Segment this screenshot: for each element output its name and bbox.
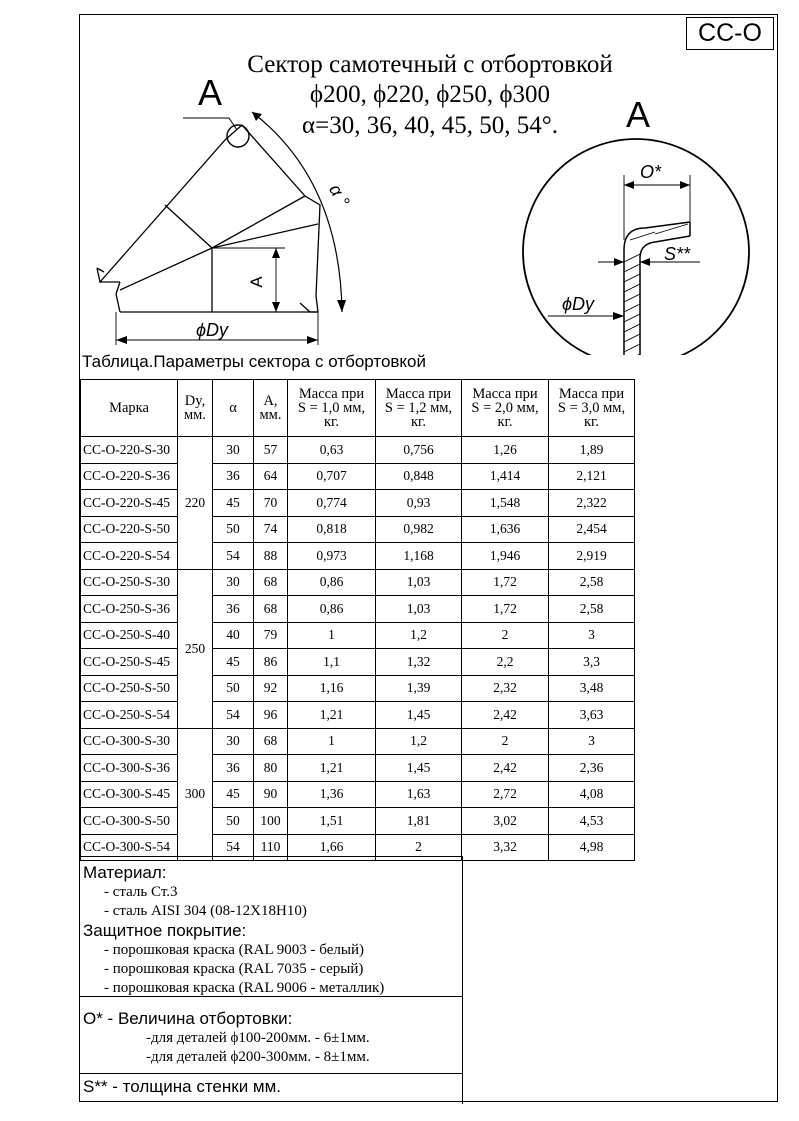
cell-marka: СС-О-220-S-30 xyxy=(81,437,178,464)
cell-mass-4: 2,454 xyxy=(549,516,635,543)
cell-mass-2: 1,2 xyxy=(376,622,462,649)
header-mass-2: Масса при S = 1,2 мм, кг. xyxy=(376,380,462,437)
cell-marka: СС-О-250-S-54 xyxy=(81,702,178,729)
cell-mass-4: 2,58 xyxy=(549,596,635,623)
cell-mass-1: 0,774 xyxy=(288,490,376,517)
header-mass-3: Масса при S = 2,0 мм, кг. xyxy=(462,380,549,437)
cell-mass-4: 1,89 xyxy=(549,437,635,464)
cell-alpha: 30 xyxy=(213,728,254,755)
table-row xyxy=(81,702,635,729)
cell-mass-3: 2 xyxy=(462,728,549,755)
cell-marka: СС-О-250-S-30 xyxy=(81,569,178,596)
material-item: - сталь AISI 304 (08-12Х18Н10) xyxy=(104,903,307,919)
cell-a: 92 xyxy=(254,675,288,702)
cell-mass-3: 1,414 xyxy=(462,463,549,490)
cell-dy: 250 xyxy=(178,569,213,728)
coating-item: - порошковая краска (RAL 9003 - белый) xyxy=(104,942,364,958)
cell-alpha: 45 xyxy=(213,490,254,517)
cell-mass-3: 1,72 xyxy=(462,569,549,596)
cell-mass-3: 2,42 xyxy=(462,702,549,729)
cell-mass-3: 3,02 xyxy=(462,808,549,835)
cell-a: 74 xyxy=(254,516,288,543)
header-marka: Марка xyxy=(81,380,178,437)
cell-alpha: 45 xyxy=(213,649,254,676)
table-body xyxy=(81,437,635,861)
cell-marka: СС-О-250-S-50 xyxy=(81,675,178,702)
cell-mass-2: 1,03 xyxy=(376,596,462,623)
material-coating-block xyxy=(80,856,463,997)
cell-mass-4: 3,63 xyxy=(549,702,635,729)
cell-marka: СС-О-250-S-45 xyxy=(81,649,178,676)
cell-a: 70 xyxy=(254,490,288,517)
cell-mass-2: 1,63 xyxy=(376,781,462,808)
cell-mass-3: 2,42 xyxy=(462,755,549,782)
cell-mass-2: 1,2 xyxy=(376,728,462,755)
cell-mass-1: 0,63 xyxy=(288,437,376,464)
cell-marka: СС-О-300-S-50 xyxy=(81,808,178,835)
cell-alpha: 40 xyxy=(213,622,254,649)
cell-mass-4: 4,53 xyxy=(549,808,635,835)
material-title: Материал: xyxy=(83,863,167,882)
detail-view xyxy=(523,139,749,355)
cell-mass-2: 0,982 xyxy=(376,516,462,543)
parameters-table xyxy=(80,379,635,861)
cell-mass-3: 1,946 xyxy=(462,543,549,570)
cell-alpha: 54 xyxy=(213,834,254,861)
cell-mass-4: 2,919 xyxy=(549,543,635,570)
cell-mass-1: 1,36 xyxy=(288,781,376,808)
cell-mass-4: 4,98 xyxy=(549,834,635,861)
cell-a: 90 xyxy=(254,781,288,808)
cell-mass-2: 0,93 xyxy=(376,490,462,517)
cell-mass-1: 0,707 xyxy=(288,463,376,490)
table-header-row xyxy=(81,380,635,437)
cell-mass-4: 2,322 xyxy=(549,490,635,517)
cell-marka: СС-О-220-S-50 xyxy=(81,516,178,543)
cell-mass-1: 0,86 xyxy=(288,569,376,596)
detail-s-label: S** xyxy=(664,244,691,264)
cell-a: 64 xyxy=(254,463,288,490)
view-label-left: А xyxy=(198,72,223,113)
cell-mass-1: 1,21 xyxy=(288,702,376,729)
view-label-right: А xyxy=(626,94,651,135)
title-line-1: Сектор самотечный с отбортовкой xyxy=(247,51,613,78)
cell-alpha: 54 xyxy=(213,543,254,570)
dim-dy-label: ϕDy xyxy=(196,320,229,340)
cell-mass-3: 1,72 xyxy=(462,596,549,623)
sector-outline xyxy=(97,125,320,312)
header-mass-1: Масса при S = 1,0 мм, кг. xyxy=(288,380,376,437)
cell-marka: СС-О-300-S-45 xyxy=(81,781,178,808)
cell-mass-3: 1,26 xyxy=(462,437,549,464)
cell-alpha: 50 xyxy=(213,675,254,702)
table-row xyxy=(81,649,635,676)
table-row xyxy=(81,516,635,543)
detail-leader xyxy=(183,118,237,130)
cell-mass-3: 1,548 xyxy=(462,490,549,517)
table-row xyxy=(81,755,635,782)
cell-mass-3: 2 xyxy=(462,622,549,649)
cell-mass-2: 1,39 xyxy=(376,675,462,702)
cell-mass-1: 1 xyxy=(288,622,376,649)
cell-mass-2: 1,81 xyxy=(376,808,462,835)
cell-mass-3: 2,32 xyxy=(462,675,549,702)
cell-mass-2: 0,848 xyxy=(376,463,462,490)
cell-mass-4: 3 xyxy=(549,728,635,755)
cell-alpha: 30 xyxy=(213,437,254,464)
table-row xyxy=(81,728,635,755)
cell-marka: СС-О-220-S-36 xyxy=(81,463,178,490)
cell-a: 57 xyxy=(254,437,288,464)
table-row xyxy=(81,543,635,570)
detail-o-label: O* xyxy=(640,162,662,182)
cell-mass-2: 0,756 xyxy=(376,437,462,464)
cell-mass-4: 2,58 xyxy=(549,569,635,596)
cell-mass-4: 4,08 xyxy=(549,781,635,808)
cell-a: 68 xyxy=(254,596,288,623)
cell-mass-2: 1,45 xyxy=(376,702,462,729)
cell-mass-4: 3 xyxy=(549,622,635,649)
material-item: - сталь Ст.3 xyxy=(104,884,178,900)
document-code: СС-О xyxy=(686,17,774,50)
cell-mass-2: 1,168 xyxy=(376,543,462,570)
header-mass-4: Масса при S = 3,0 мм, кг. xyxy=(549,380,635,437)
flange-item: -для деталей ϕ100-200мм. - 6±1мм. xyxy=(146,1030,370,1046)
cell-dy: 220 xyxy=(178,437,213,570)
dim-a-label: А xyxy=(247,276,266,288)
cell-mass-4: 3,48 xyxy=(549,675,635,702)
cell-alpha: 50 xyxy=(213,516,254,543)
table-row xyxy=(81,437,635,464)
cell-mass-3: 1,636 xyxy=(462,516,549,543)
coating-item: - порошковая краска (RAL 9006 - металлик) xyxy=(104,980,385,996)
cell-a: 96 xyxy=(254,702,288,729)
cell-marka: СС-О-250-S-36 xyxy=(81,596,178,623)
cell-a: 68 xyxy=(254,569,288,596)
cell-alpha: 54 xyxy=(213,702,254,729)
cell-alpha: 36 xyxy=(213,755,254,782)
title-line-3: α=30, 36, 40, 45, 50, 54°. xyxy=(302,112,558,139)
title-line-2: ϕ200, ϕ220, ϕ250, ϕ300 xyxy=(309,81,551,108)
cell-marka: СС-О-220-S-45 xyxy=(81,490,178,517)
cell-mass-1: 1,21 xyxy=(288,755,376,782)
flange-item: -для деталей ϕ200-300мм. - 8±1мм. xyxy=(146,1049,370,1065)
table-row xyxy=(81,596,635,623)
cell-marka: СС-О-300-S-36 xyxy=(81,755,178,782)
cell-a: 88 xyxy=(254,543,288,570)
cell-a: 68 xyxy=(254,728,288,755)
cell-mass-1: 0,86 xyxy=(288,596,376,623)
cell-alpha: 30 xyxy=(213,569,254,596)
cell-mass-1: 1,1 xyxy=(288,649,376,676)
header-alpha: α xyxy=(213,380,254,437)
cell-mass-1: 1 xyxy=(288,728,376,755)
cell-mass-1: 0,818 xyxy=(288,516,376,543)
table-row xyxy=(81,808,635,835)
cell-a: 110 xyxy=(254,834,288,861)
angle-label: α ° xyxy=(325,180,354,211)
cell-alpha: 45 xyxy=(213,781,254,808)
table-row xyxy=(81,463,635,490)
coating-item: - порошковая краска (RAL 7035 - серый) xyxy=(104,961,364,977)
cell-mass-2: 1,03 xyxy=(376,569,462,596)
cell-mass-1: 1,16 xyxy=(288,675,376,702)
cell-alpha: 36 xyxy=(213,596,254,623)
cell-alpha: 36 xyxy=(213,463,254,490)
cell-mass-1: 0,973 xyxy=(288,543,376,570)
table-row xyxy=(81,490,635,517)
table-row xyxy=(81,569,635,596)
cell-mass-4: 3,3 xyxy=(549,649,635,676)
cell-mass-4: 2,121 xyxy=(549,463,635,490)
cell-dy: 300 xyxy=(178,728,213,861)
cell-mass-1: 1,66 xyxy=(288,834,376,861)
table-row xyxy=(81,675,635,702)
cell-mass-4: 2,36 xyxy=(549,755,635,782)
flange-title: O* - Величина отбортовки: xyxy=(83,1009,293,1028)
wall-note: S** - толщина стенки мм. xyxy=(83,1077,282,1096)
cell-marka: СС-О-300-S-30 xyxy=(81,728,178,755)
cell-mass-1: 1,51 xyxy=(288,808,376,835)
cell-a: 86 xyxy=(254,649,288,676)
cell-mass-3: 2,72 xyxy=(462,781,549,808)
notes-section xyxy=(80,856,463,1104)
cell-mass-2: 1,45 xyxy=(376,755,462,782)
cell-marka: СС-О-300-S-54 xyxy=(81,834,178,861)
cell-a: 100 xyxy=(254,808,288,835)
cell-mass-2: 2 xyxy=(376,834,462,861)
table-caption: Таблица.Параметры сектора с отбортовкой xyxy=(82,352,427,371)
cell-marka: СС-О-250-S-40 xyxy=(81,622,178,649)
table-row xyxy=(81,622,635,649)
technical-drawing xyxy=(80,60,760,355)
header-dy: Dy, мм. xyxy=(178,380,213,437)
table-row xyxy=(81,781,635,808)
cell-a: 79 xyxy=(254,622,288,649)
detail-dy-label: ϕDy xyxy=(562,294,595,314)
cell-mass-3: 3,32 xyxy=(462,834,549,861)
wall-note-block xyxy=(80,1074,463,1104)
cell-mass-3: 2,2 xyxy=(462,649,549,676)
cell-mass-2: 1,32 xyxy=(376,649,462,676)
cell-a: 80 xyxy=(254,755,288,782)
cell-marka: СС-О-220-S-54 xyxy=(81,543,178,570)
coating-title: Защитное покрытие: xyxy=(83,921,247,940)
header-a: A, мм. xyxy=(254,380,288,437)
cell-alpha: 50 xyxy=(213,808,254,835)
flange-block xyxy=(80,997,463,1074)
